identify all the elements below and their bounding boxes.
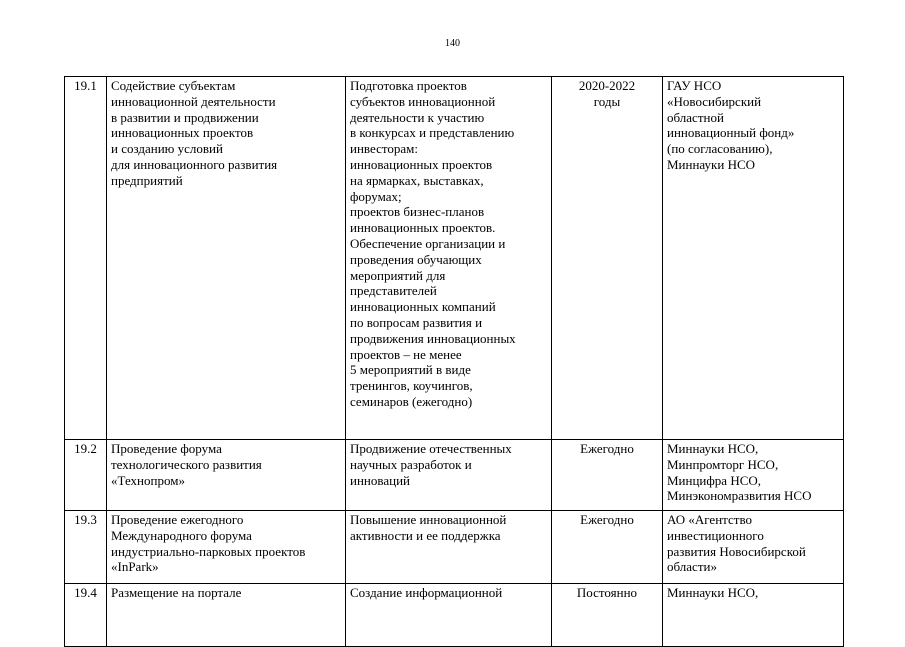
text-line: области»: [667, 559, 717, 575]
text-line: Миннауки НСО,: [667, 585, 759, 600]
text-line: инноваций: [350, 472, 410, 488]
text-line: тренингов, коучингов,: [350, 378, 473, 394]
text-line: 5 мероприятий в виде: [350, 362, 471, 378]
text-line: развития Новосибирской: [667, 543, 806, 559]
executor-cell: [663, 440, 844, 511]
term-cell: [552, 440, 663, 511]
text-line: семинаров (ежегодно): [350, 393, 473, 409]
text-line: научных разработок и: [350, 456, 472, 472]
activities-table: [64, 76, 844, 647]
text-line: АО «Агентство: [667, 512, 752, 527]
text-line: Ежегодно: [580, 512, 634, 527]
expected-result-cell: [346, 584, 552, 647]
text-line: Размещение на портале: [111, 585, 242, 600]
table-row: [65, 77, 844, 440]
text-line: в конкурсах и представлению: [350, 125, 515, 141]
activity-name-cell: [107, 77, 346, 440]
activity-name-cell: [107, 584, 346, 647]
item-number: 19.1: [65, 77, 107, 440]
page-number: 140: [445, 38, 460, 49]
table-row: [65, 584, 844, 647]
table-row: [65, 440, 844, 511]
text-line: Ежегодно: [580, 441, 634, 456]
text-line: Обеспечение организации и: [350, 235, 506, 251]
text-line: Проведение ежегодного: [111, 512, 244, 527]
item-number: 19.3: [65, 511, 107, 584]
text-line: Продвижение отечественных: [350, 441, 512, 456]
text-line: продвижения инновационных: [350, 330, 516, 346]
text-line: Миннауки НСО: [667, 156, 756, 172]
text-line: инновационных проектов: [350, 156, 493, 172]
text-line: проектов бизнес-планов: [350, 204, 485, 220]
text-line: (по согласованию),: [667, 141, 773, 157]
text-line: субъектов инновационной: [350, 93, 496, 109]
text-line: Повышение инновационной: [350, 512, 507, 527]
text-line: и созданию условий: [111, 141, 223, 157]
text-line: инновационных проектов: [111, 125, 254, 141]
text-line: инновационных проектов.: [350, 220, 496, 236]
text-line: Минэкономразвития НСО: [667, 488, 812, 504]
term-cell: [552, 584, 663, 647]
expected-result-cell: [346, 77, 552, 440]
text-line: «Новосибирский: [667, 93, 762, 109]
text-line: «InPark»: [111, 559, 159, 575]
executor-cell: [663, 511, 844, 584]
text-line: Подготовка проектов: [350, 78, 467, 93]
text-line: инновационный фонд»: [667, 125, 795, 141]
text-line: активности и ее поддержка: [350, 527, 501, 543]
item-number: 19.4: [65, 584, 107, 647]
text-line: проведения обучающих: [350, 251, 482, 267]
text-line: представителей: [350, 283, 437, 299]
text-line: Минпромторг НСО,: [667, 456, 779, 472]
text-line: инвесторам:: [350, 141, 418, 157]
text-line: инновационной деятельности: [111, 93, 276, 109]
activity-name-cell: [107, 511, 346, 584]
text-line: «Технопром»: [111, 472, 185, 488]
text-line: Проведение форума: [111, 441, 222, 456]
table-row: [65, 511, 844, 584]
expected-result-cell: [346, 440, 552, 511]
text-line: в развитии и продвижении: [111, 109, 259, 125]
text-line: инновационных компаний: [350, 299, 496, 315]
text-line: Содействие субъектам: [111, 78, 236, 93]
text-line: инвестиционного: [667, 527, 764, 543]
text-line: форумах;: [350, 188, 402, 204]
text-line: Создание информационной: [350, 585, 503, 600]
text-line: предприятий: [111, 172, 183, 188]
executor-cell: [663, 584, 844, 647]
text-line: ГАУ НСО: [667, 78, 722, 93]
text-line: проектов – не менее: [350, 346, 462, 362]
text-line: Международного форума: [111, 527, 252, 543]
text-line: Миннауки НСО,: [667, 441, 759, 456]
activity-name-cell: [107, 440, 346, 511]
text-line: технологического развития: [111, 456, 262, 472]
text-line: Минцифра НСО,: [667, 472, 762, 488]
text-line: индустриально-парковых проектов: [111, 543, 306, 559]
text-line: для инновационного развития: [111, 156, 278, 172]
text-line: по вопросам развития и: [350, 314, 483, 330]
text-line: Постоянно: [576, 585, 638, 600]
text-line: 2020-2022: [578, 78, 636, 93]
term-cell: [552, 511, 663, 584]
executor-cell: [663, 77, 844, 440]
expected-result-cell: [346, 511, 552, 584]
item-number: 19.2: [65, 440, 107, 511]
text-line: на ярмарках, выставках,: [350, 172, 484, 188]
text-line: областной: [667, 109, 724, 125]
term-cell: [552, 77, 663, 440]
text-line: годы: [593, 93, 621, 109]
text-line: деятельности к участию: [350, 109, 485, 125]
text-line: мероприятий для: [350, 267, 446, 283]
